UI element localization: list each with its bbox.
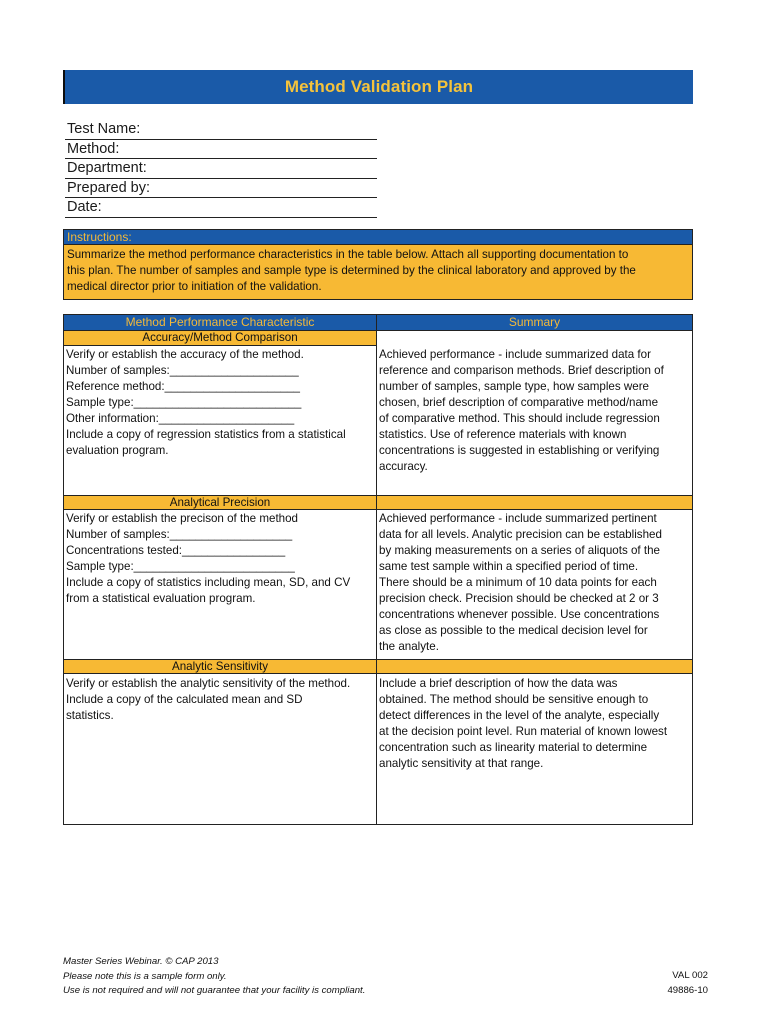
cell-line: Include a brief description of how the data was xyxy=(379,677,618,690)
section-title-sensitivity: Analytic Sensitivity xyxy=(64,659,376,674)
cell-line: reference and comparison methods. Brief description of xyxy=(379,364,664,377)
cell-line: Number of samples:____________________ xyxy=(66,364,299,377)
form-number: 49886-10 xyxy=(667,984,708,996)
cell-line: obtained. The method should be sensitive enough to xyxy=(379,693,649,706)
instructions-line: Summarize the method performance characteristics in the table below. Attach all supporting documentation to xyxy=(67,248,629,261)
sensitivity-summary-cell[interactable] xyxy=(379,676,691,772)
cell-line: Include a copy of the calculated mean and SD xyxy=(66,693,303,706)
cell-line: Other information:_____________________ xyxy=(66,412,295,425)
instructions-heading: Instructions: xyxy=(63,229,693,245)
title-bar xyxy=(63,70,693,104)
cell-line: Verify or establish the analytic sensitivity of the method. xyxy=(66,677,351,690)
cell-line: Sample type:_________________________ xyxy=(66,560,295,573)
cell-line: evaluation program. xyxy=(66,444,169,457)
cell-line: Include a copy of statistics including mean, SD, and CV xyxy=(66,576,351,589)
accuracy-characteristic-cell[interactable] xyxy=(66,347,376,459)
column-divider xyxy=(376,315,377,824)
cell-line: detect differences in the level of the analyte, especially xyxy=(379,709,660,722)
footer-line: Use is not required and will not guarantee that your facility is compliant. xyxy=(63,985,366,996)
cell-line: the analyte. xyxy=(379,640,439,653)
cell-line: precision check. Precision should be checked at 2 or 3 xyxy=(379,592,659,605)
cell-line: accuracy. xyxy=(379,460,428,473)
cell-line: statistics. Use of reference materials with known xyxy=(379,428,627,441)
instructions-line: medical director prior to initiation of the validation. xyxy=(67,280,322,293)
department-field[interactable]: Department: xyxy=(65,159,377,179)
cell-line: Sample type:__________________________ xyxy=(66,396,302,409)
cell-line: at the decision point level. Run material of known lowest xyxy=(379,725,668,738)
cell-line: Include a copy of regression statistics from a statistical xyxy=(66,428,346,441)
cell-line: statistics. xyxy=(66,709,114,722)
prepared-by-field[interactable]: Prepared by: xyxy=(65,179,377,199)
cell-line: Achieved performance - include summarized pertinent xyxy=(379,512,657,525)
footer-notice xyxy=(63,955,365,999)
cell-line: of comparative method. This should include regression xyxy=(379,412,660,425)
cell-line: concentrations is suggested in establishing or verifying xyxy=(379,444,660,457)
accuracy-summary-cell[interactable] xyxy=(379,347,691,475)
cell-line: as close as possible to the medical decision level for xyxy=(379,624,648,637)
precision-summary-cell[interactable] xyxy=(379,511,691,655)
cell-line: data for all levels. Analytic precision can be established xyxy=(379,528,662,541)
cell-line: Number of samples:___________________ xyxy=(66,528,293,541)
section-title-precision: Analytical Precision xyxy=(64,495,376,510)
test-name-field[interactable]: Test Name: xyxy=(65,120,377,140)
header-fields xyxy=(65,120,377,218)
cell-line: Verify or establish the precison of the method xyxy=(66,512,299,525)
cell-line: number of samples, sample type, how samples were xyxy=(379,380,649,393)
form-code xyxy=(667,969,708,998)
instructions-body xyxy=(63,245,693,300)
characteristic-column-header: Method Performance Characteristic xyxy=(125,315,315,329)
cell-line: same test sample within a specified period of time. xyxy=(379,560,639,573)
section-title-accuracy: Accuracy/Method Comparison xyxy=(64,331,376,346)
cell-line: from a statistical evaluation program. xyxy=(66,592,256,605)
cell-line: concentration such as linearity material to determine xyxy=(379,741,648,754)
sensitivity-characteristic-cell[interactable] xyxy=(66,676,376,724)
footer-line: Master Series Webinar. © CAP 2013 xyxy=(63,956,219,967)
cell-line: analytic sensitivity at that range. xyxy=(379,757,544,770)
footer-line: Please note this is a sample form only. xyxy=(63,970,227,982)
cell-line: There should be a minimum of 10 data points for each xyxy=(379,576,657,589)
method-field[interactable]: Method: xyxy=(65,140,377,160)
date-field[interactable]: Date: xyxy=(65,198,377,218)
form-id: VAL 002 xyxy=(672,970,708,981)
table-header-row xyxy=(64,315,692,331)
instructions-line: this plan. The number of samples and sample type is determined by the clinical laboratory and approved by the xyxy=(67,264,636,277)
precision-characteristic-cell[interactable] xyxy=(66,511,376,607)
summary-band xyxy=(377,495,692,510)
cell-line: Reference method:_____________________ xyxy=(66,380,301,393)
summary-band xyxy=(377,659,692,674)
cell-line: chosen, brief description of comparative method/name xyxy=(379,396,659,409)
cell-line: Concentrations tested:________________ xyxy=(66,544,286,557)
page-title: Method Validation Plan xyxy=(284,77,474,96)
cell-line: by making measurements on a series of aliquots of the xyxy=(379,544,660,557)
cell-line: concentrations whenever possible. Use concentrations xyxy=(379,608,660,621)
summary-column-header: Summary xyxy=(508,315,561,329)
validation-table xyxy=(63,314,693,825)
cell-line: Achieved performance - include summarized data for xyxy=(379,348,651,361)
cell-line: Verify or establish the accuracy of the method. xyxy=(66,348,304,361)
